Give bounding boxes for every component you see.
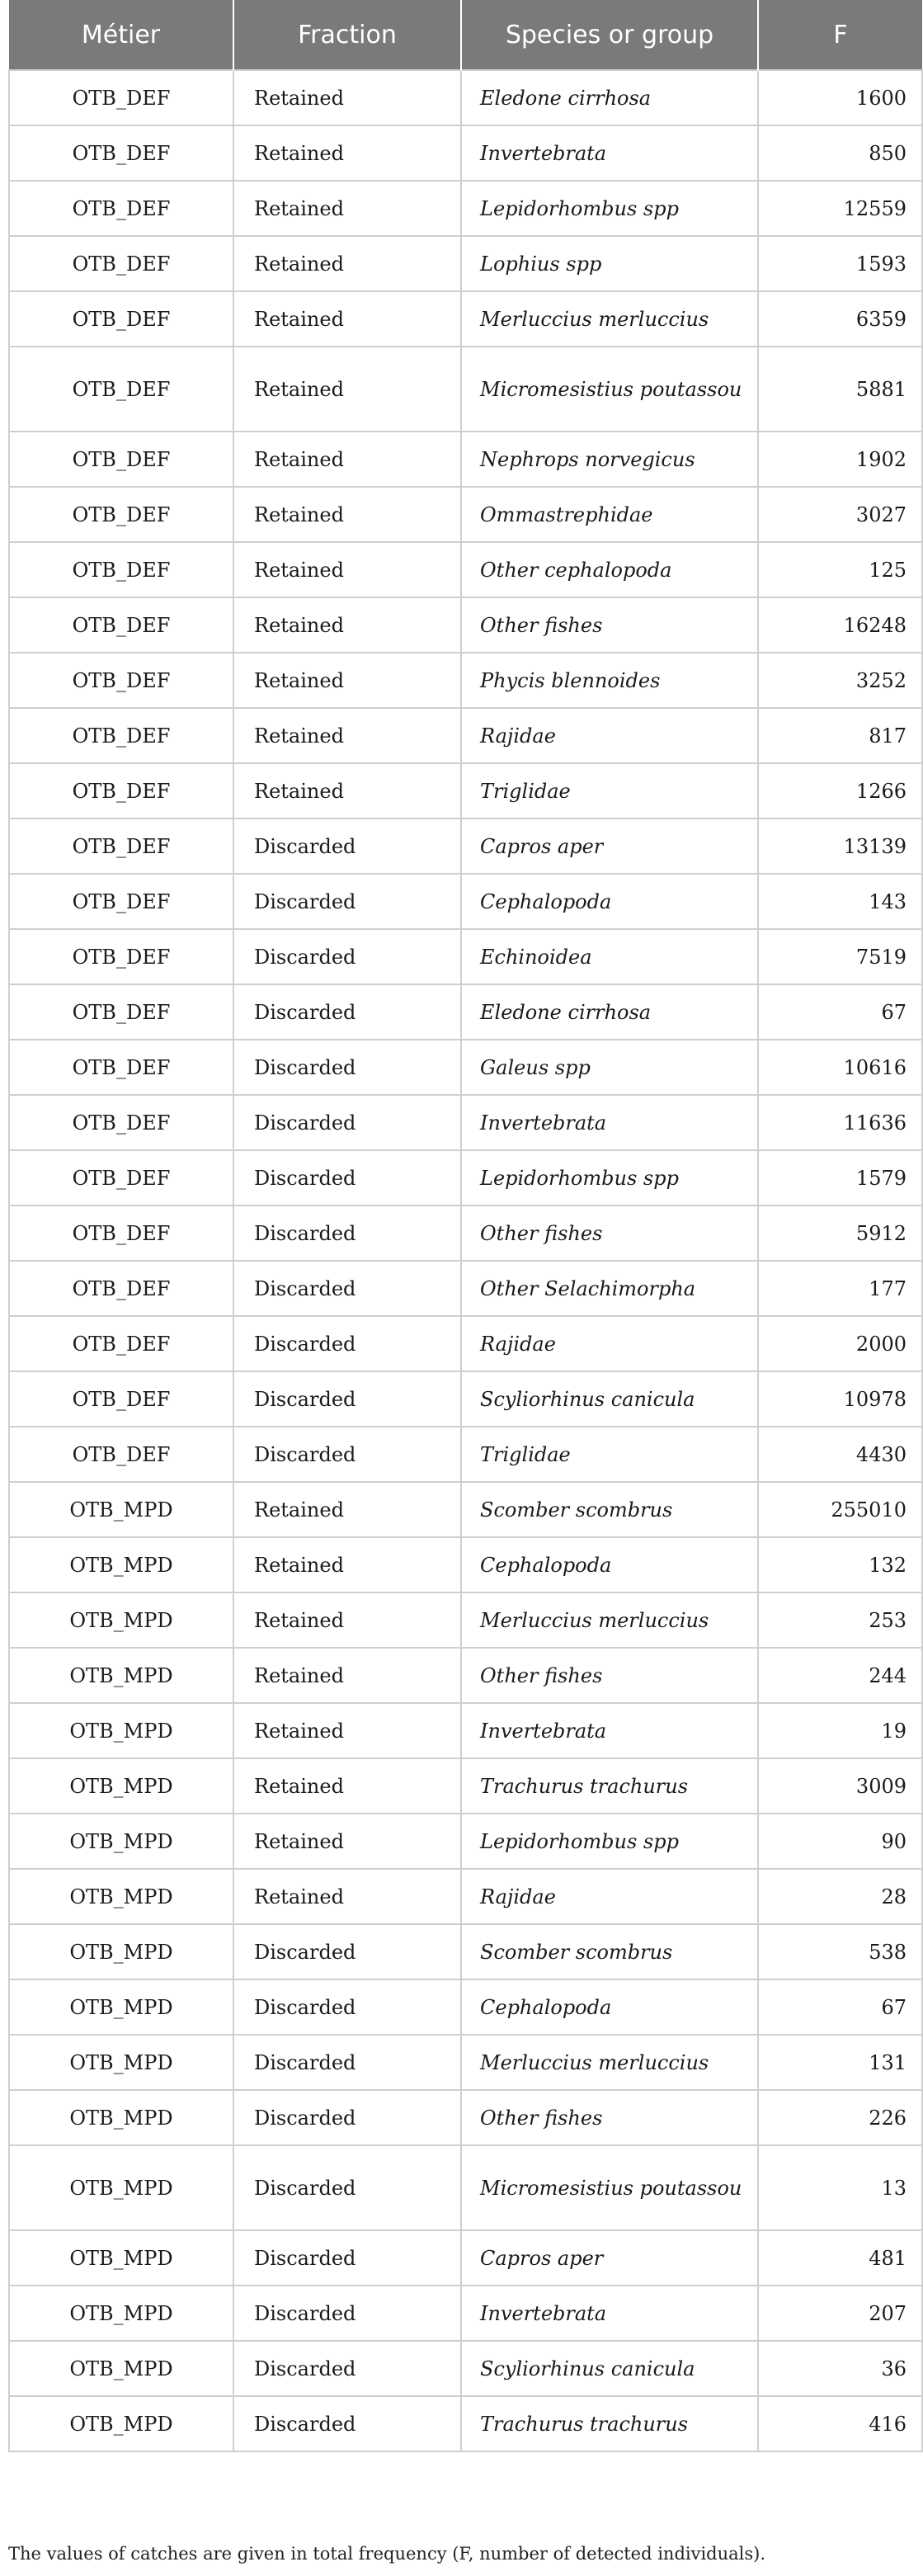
species-cell: Trachurus trachurus	[461, 2396, 758, 2451]
table-body	[9, 70, 922, 2451]
frequency-cell: 13139	[758, 819, 922, 874]
metier-cell: OTB_MPD	[9, 1537, 233, 1592]
fraction-cell: Discarded	[233, 819, 461, 874]
frequency-cell: 5881	[758, 347, 922, 432]
frequency-cell: 255010	[758, 1482, 922, 1537]
fraction-cell: Discarded	[233, 2230, 461, 2286]
species-cell: Nephrops norvegicus	[461, 432, 758, 487]
table-row	[9, 763, 922, 819]
fraction-cell: Retained	[233, 1537, 461, 1592]
table-row	[9, 1537, 922, 1592]
table-row	[9, 2230, 922, 2286]
table-row	[9, 1592, 922, 1648]
metier-cell: OTB_DEF	[9, 1040, 233, 1095]
metier-cell: OTB_MPD	[9, 2341, 233, 2396]
frequency-cell: 538	[758, 1924, 922, 1979]
fraction-cell: Retained	[233, 125, 461, 181]
species-cell: Micromesistius poutassou	[461, 347, 758, 432]
metier-cell: OTB_DEF	[9, 984, 233, 1040]
fraction-cell: Discarded	[233, 2286, 461, 2341]
species-cell: Lepidorhombus spp	[461, 181, 758, 236]
frequency-cell: 6359	[758, 291, 922, 347]
fraction-cell: Retained	[233, 708, 461, 763]
fraction-cell: Discarded	[233, 1316, 461, 1371]
table-row	[9, 236, 922, 291]
metier-cell: OTB_MPD	[9, 1924, 233, 1979]
species-cell: Triglidae	[461, 1427, 758, 1482]
header-f: F	[758, 0, 922, 70]
fraction-cell: Retained	[233, 291, 461, 347]
species-cell: Micromesistius poutassou	[461, 2145, 758, 2230]
species-cell: Scyliorhinus canicula	[461, 1371, 758, 1427]
species-cell: Other Selachimorpha	[461, 1261, 758, 1316]
fraction-cell: Retained	[233, 653, 461, 708]
metier-cell: OTB_DEF	[9, 1371, 233, 1427]
frequency-cell: 1902	[758, 432, 922, 487]
table-row	[9, 432, 922, 487]
table-header	[9, 0, 922, 70]
species-cell: Invertebrata	[461, 1703, 758, 1758]
fraction-cell: Discarded	[233, 1979, 461, 2035]
table-row	[9, 2396, 922, 2451]
table-row	[9, 347, 922, 432]
catch-table-container	[8, 0, 907, 2452]
metier-cell: OTB_MPD	[9, 2230, 233, 2286]
table-footnote: The values of catches are given in total frequency (F, number of detected individuals).	[8, 2544, 766, 2564]
species-cell: Invertebrata	[461, 1095, 758, 1150]
species-cell: Eledone cirrhosa	[461, 70, 758, 125]
frequency-cell: 3027	[758, 487, 922, 542]
table-row	[9, 1924, 922, 1979]
catch-table	[8, 0, 923, 2452]
frequency-cell: 28	[758, 1869, 922, 1924]
table-row	[9, 1261, 922, 1316]
metier-cell: OTB_DEF	[9, 70, 233, 125]
metier-cell: OTB_MPD	[9, 2396, 233, 2451]
metier-cell: OTB_DEF	[9, 708, 233, 763]
fraction-cell: Discarded	[233, 929, 461, 984]
fraction-cell: Discarded	[233, 1261, 461, 1316]
frequency-cell: 67	[758, 984, 922, 1040]
metier-cell: OTB_DEF	[9, 347, 233, 432]
fraction-cell: Retained	[233, 487, 461, 542]
table-row	[9, 708, 922, 763]
table-row	[9, 2090, 922, 2145]
species-cell: Lepidorhombus spp	[461, 1150, 758, 1205]
metier-cell: OTB_DEF	[9, 763, 233, 819]
metier-cell: OTB_MPD	[9, 1814, 233, 1869]
table-row	[9, 1648, 922, 1703]
frequency-cell: 244	[758, 1648, 922, 1703]
fraction-cell: Retained	[233, 70, 461, 125]
metier-cell: OTB_DEF	[9, 1427, 233, 1482]
species-cell: Rajidae	[461, 1869, 758, 1924]
frequency-cell: 2000	[758, 1316, 922, 1371]
frequency-cell: 143	[758, 874, 922, 929]
fraction-cell: Retained	[233, 542, 461, 597]
fraction-cell: Retained	[233, 597, 461, 653]
frequency-cell: 7519	[758, 929, 922, 984]
frequency-cell: 850	[758, 125, 922, 181]
frequency-cell: 1593	[758, 236, 922, 291]
table-row	[9, 1814, 922, 1869]
table-row	[9, 597, 922, 653]
table-row	[9, 1482, 922, 1537]
frequency-cell: 1579	[758, 1150, 922, 1205]
species-cell: Invertebrata	[461, 2286, 758, 2341]
metier-cell: OTB_DEF	[9, 1205, 233, 1261]
species-cell: Other fishes	[461, 597, 758, 653]
frequency-cell: 253	[758, 1592, 922, 1648]
table-row	[9, 929, 922, 984]
frequency-cell: 13	[758, 2145, 922, 2230]
frequency-cell: 226	[758, 2090, 922, 2145]
table-row	[9, 984, 922, 1040]
table-row	[9, 2286, 922, 2341]
species-cell: Scomber scombrus	[461, 1482, 758, 1537]
frequency-cell: 3009	[758, 1758, 922, 1814]
table-row	[9, 1040, 922, 1095]
table-row	[9, 1427, 922, 1482]
fraction-cell: Discarded	[233, 1205, 461, 1261]
species-cell: Other fishes	[461, 1648, 758, 1703]
table-row	[9, 653, 922, 708]
metier-cell: OTB_DEF	[9, 1316, 233, 1371]
metier-cell: OTB_DEF	[9, 874, 233, 929]
metier-cell: OTB_DEF	[9, 819, 233, 874]
fraction-cell: Discarded	[233, 1371, 461, 1427]
table-row	[9, 70, 922, 125]
fraction-cell: Retained	[233, 1592, 461, 1648]
table-row	[9, 874, 922, 929]
metier-cell: OTB_DEF	[9, 432, 233, 487]
table-row	[9, 2035, 922, 2090]
metier-cell: OTB_MPD	[9, 1869, 233, 1924]
metier-cell: OTB_MPD	[9, 2286, 233, 2341]
metier-cell: OTB_MPD	[9, 1648, 233, 1703]
frequency-cell: 5912	[758, 1205, 922, 1261]
table-row	[9, 487, 922, 542]
metier-cell: OTB_DEF	[9, 1150, 233, 1205]
fraction-cell: Discarded	[233, 984, 461, 1040]
fraction-cell: Discarded	[233, 1040, 461, 1095]
species-cell: Rajidae	[461, 1316, 758, 1371]
table-row	[9, 819, 922, 874]
species-cell: Trachurus trachurus	[461, 1758, 758, 1814]
frequency-cell: 16248	[758, 597, 922, 653]
species-cell: Other fishes	[461, 2090, 758, 2145]
header-row	[9, 0, 922, 70]
frequency-cell: 90	[758, 1814, 922, 1869]
metier-cell: OTB_DEF	[9, 125, 233, 181]
fraction-cell: Discarded	[233, 2396, 461, 2451]
table-row	[9, 125, 922, 181]
species-cell: Cephalopoda	[461, 1979, 758, 2035]
metier-cell: OTB_MPD	[9, 1482, 233, 1537]
frequency-cell: 1266	[758, 763, 922, 819]
table-row	[9, 1095, 922, 1150]
species-cell: Galeus spp	[461, 1040, 758, 1095]
fraction-cell: Retained	[233, 432, 461, 487]
metier-cell: OTB_MPD	[9, 2090, 233, 2145]
fraction-cell: Discarded	[233, 874, 461, 929]
fraction-cell: Discarded	[233, 2035, 461, 2090]
frequency-cell: 11636	[758, 1095, 922, 1150]
species-cell: Eledone cirrhosa	[461, 984, 758, 1040]
metier-cell: OTB_DEF	[9, 181, 233, 236]
metier-cell: OTB_DEF	[9, 236, 233, 291]
fraction-cell: Discarded	[233, 2341, 461, 2396]
frequency-cell: 10616	[758, 1040, 922, 1095]
species-cell: Lophius spp	[461, 236, 758, 291]
table-row	[9, 1703, 922, 1758]
table-row	[9, 1205, 922, 1261]
frequency-cell: 207	[758, 2286, 922, 2341]
frequency-cell: 125	[758, 542, 922, 597]
metier-cell: OTB_DEF	[9, 542, 233, 597]
fraction-cell: Discarded	[233, 2145, 461, 2230]
fraction-cell: Retained	[233, 1869, 461, 1924]
frequency-cell: 36	[758, 2341, 922, 2396]
species-cell: Cephalopoda	[461, 1537, 758, 1592]
table-row	[9, 1979, 922, 2035]
fraction-cell: Retained	[233, 1814, 461, 1869]
metier-cell: OTB_MPD	[9, 2035, 233, 2090]
metier-cell: OTB_MPD	[9, 1703, 233, 1758]
frequency-cell: 67	[758, 1979, 922, 2035]
metier-cell: OTB_DEF	[9, 291, 233, 347]
frequency-cell: 19	[758, 1703, 922, 1758]
metier-cell: OTB_DEF	[9, 597, 233, 653]
species-cell: Rajidae	[461, 708, 758, 763]
table-row	[9, 2145, 922, 2230]
table-row	[9, 1316, 922, 1371]
frequency-cell: 817	[758, 708, 922, 763]
frequency-cell: 481	[758, 2230, 922, 2286]
table-row	[9, 1869, 922, 1924]
fraction-cell: Discarded	[233, 1924, 461, 1979]
header-fraction: Fraction	[233, 0, 461, 70]
metier-cell: OTB_MPD	[9, 2145, 233, 2230]
fraction-cell: Discarded	[233, 1150, 461, 1205]
frequency-cell: 132	[758, 1537, 922, 1592]
table-row	[9, 1758, 922, 1814]
species-cell: Lepidorhombus spp	[461, 1814, 758, 1869]
species-cell: Echinoidea	[461, 929, 758, 984]
frequency-cell: 4430	[758, 1427, 922, 1482]
fraction-cell: Retained	[233, 347, 461, 432]
species-cell: Merluccius merluccius	[461, 1592, 758, 1648]
fraction-cell: Discarded	[233, 2090, 461, 2145]
species-cell: Phycis blennoides	[461, 653, 758, 708]
fraction-cell: Retained	[233, 1648, 461, 1703]
species-cell: Merluccius merluccius	[461, 291, 758, 347]
species-cell: Other fishes	[461, 1205, 758, 1261]
metier-cell: OTB_MPD	[9, 1758, 233, 1814]
table-row	[9, 1150, 922, 1205]
metier-cell: OTB_MPD	[9, 1979, 233, 2035]
table-row	[9, 2341, 922, 2396]
metier-cell: OTB_DEF	[9, 929, 233, 984]
frequency-cell: 177	[758, 1261, 922, 1316]
table-row	[9, 1371, 922, 1427]
frequency-cell: 416	[758, 2396, 922, 2451]
species-cell: Scyliorhinus canicula	[461, 2341, 758, 2396]
fraction-cell: Retained	[233, 181, 461, 236]
fraction-cell: Retained	[233, 236, 461, 291]
header-metier: Métier	[9, 0, 233, 70]
species-cell: Other cephalopoda	[461, 542, 758, 597]
fraction-cell: Retained	[233, 1758, 461, 1814]
table-row	[9, 181, 922, 236]
species-cell: Invertebrata	[461, 125, 758, 181]
fraction-cell: Retained	[233, 763, 461, 819]
fraction-cell: Retained	[233, 1482, 461, 1537]
fraction-cell: Discarded	[233, 1095, 461, 1150]
species-cell: Merluccius merluccius	[461, 2035, 758, 2090]
fraction-cell: Retained	[233, 1703, 461, 1758]
frequency-cell: 3252	[758, 653, 922, 708]
table-row	[9, 291, 922, 347]
species-cell: Cephalopoda	[461, 874, 758, 929]
species-cell: Triglidae	[461, 763, 758, 819]
species-cell: Ommastrephidae	[461, 487, 758, 542]
fraction-cell: Discarded	[233, 1427, 461, 1482]
metier-cell: OTB_DEF	[9, 1261, 233, 1316]
frequency-cell: 10978	[758, 1371, 922, 1427]
table-row	[9, 542, 922, 597]
header-species: Species or group	[461, 0, 758, 70]
frequency-cell: 12559	[758, 181, 922, 236]
frequency-cell: 131	[758, 2035, 922, 2090]
species-cell: Scomber scombrus	[461, 1924, 758, 1979]
metier-cell: OTB_MPD	[9, 1592, 233, 1648]
metier-cell: OTB_DEF	[9, 1095, 233, 1150]
species-cell: Capros aper	[461, 819, 758, 874]
frequency-cell: 1600	[758, 70, 922, 125]
metier-cell: OTB_DEF	[9, 653, 233, 708]
metier-cell: OTB_DEF	[9, 487, 233, 542]
species-cell: Capros aper	[461, 2230, 758, 2286]
